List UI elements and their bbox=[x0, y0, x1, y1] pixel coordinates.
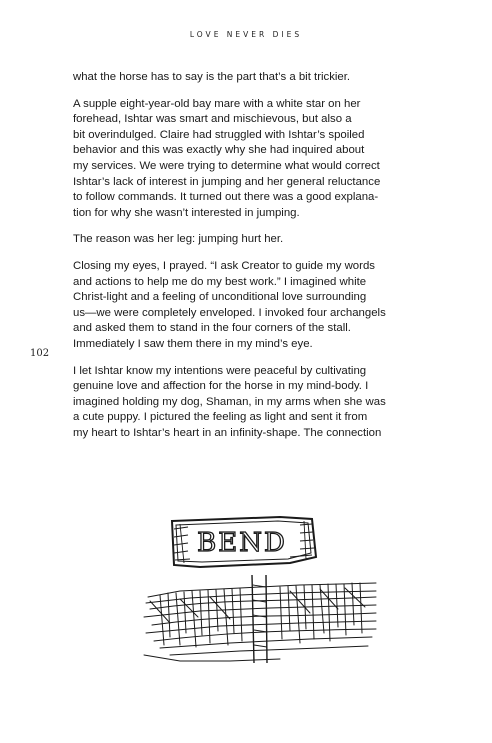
text-line: genuine love and affection for the horse in my mind-body. I bbox=[73, 380, 369, 393]
paragraph-2 bbox=[73, 97, 413, 222]
text-line: us—we were completely enveloped. I invoked four archangels bbox=[73, 306, 386, 319]
sign-text: BEND bbox=[197, 528, 287, 558]
text-line: my services. We were trying to determine what would correct bbox=[73, 159, 380, 172]
text-line: tion for why she wasn’t interested in jumping. bbox=[73, 206, 300, 219]
text-line: Ishtar’s lack of interest in jumping and her general reluctance bbox=[73, 175, 381, 188]
running-head: LOVE NEVER DIES bbox=[189, 30, 303, 39]
text-line: I let Ishtar know my intentions were peaceful by cultivating bbox=[73, 364, 367, 377]
text-line: bit overindulged. Claire had struggled with Ishtar’s spoiled bbox=[73, 128, 365, 141]
text-line: a cute puppy. I pictured the feeling as light and sent it from bbox=[73, 411, 368, 424]
text-line: what the horse has to say is the part that’s a bit trickier. bbox=[73, 71, 351, 83]
text-line: behavior and this was exactly why she had inquired about bbox=[73, 144, 365, 157]
text-line: forehead, Ishtar was smart and mischievous, but also a bbox=[73, 113, 352, 126]
paragraph-1 bbox=[73, 70, 413, 86]
text-line: Closing my eyes, I prayed. “I ask Creator to guide my words bbox=[73, 259, 375, 272]
text-line: my heart to Ishtar’s heart in an infinity-shape. The connection bbox=[73, 426, 382, 439]
text-line: to follow commands. It turned out there was a good explana- bbox=[73, 191, 379, 204]
bend-sign-sketch bbox=[140, 505, 380, 670]
field-hatching bbox=[144, 583, 376, 661]
text-line: imagined holding my dog, Shaman, in my arms when she was bbox=[73, 395, 386, 408]
sign-board bbox=[172, 517, 316, 567]
paragraph-5 bbox=[73, 364, 413, 442]
paragraph-3 bbox=[73, 232, 413, 248]
body-text bbox=[73, 70, 413, 452]
text-line: and actions to help me do my best work.” I imagined white bbox=[73, 275, 367, 288]
text-line: Christ-light and a feeling of unconditional love surrounding bbox=[73, 291, 367, 304]
text-line: Immediately I saw them there in my mind’s eye. bbox=[73, 337, 313, 350]
text-line: The reason was her leg: jumping hurt her. bbox=[73, 233, 284, 246]
paragraph-4 bbox=[73, 259, 413, 353]
text-line: A supple eight-year-old bay mare with a white star on her bbox=[73, 97, 361, 110]
text-line: and asked them to stand in the four corners of the stall. bbox=[73, 322, 351, 335]
page-number: 102 bbox=[30, 348, 50, 359]
